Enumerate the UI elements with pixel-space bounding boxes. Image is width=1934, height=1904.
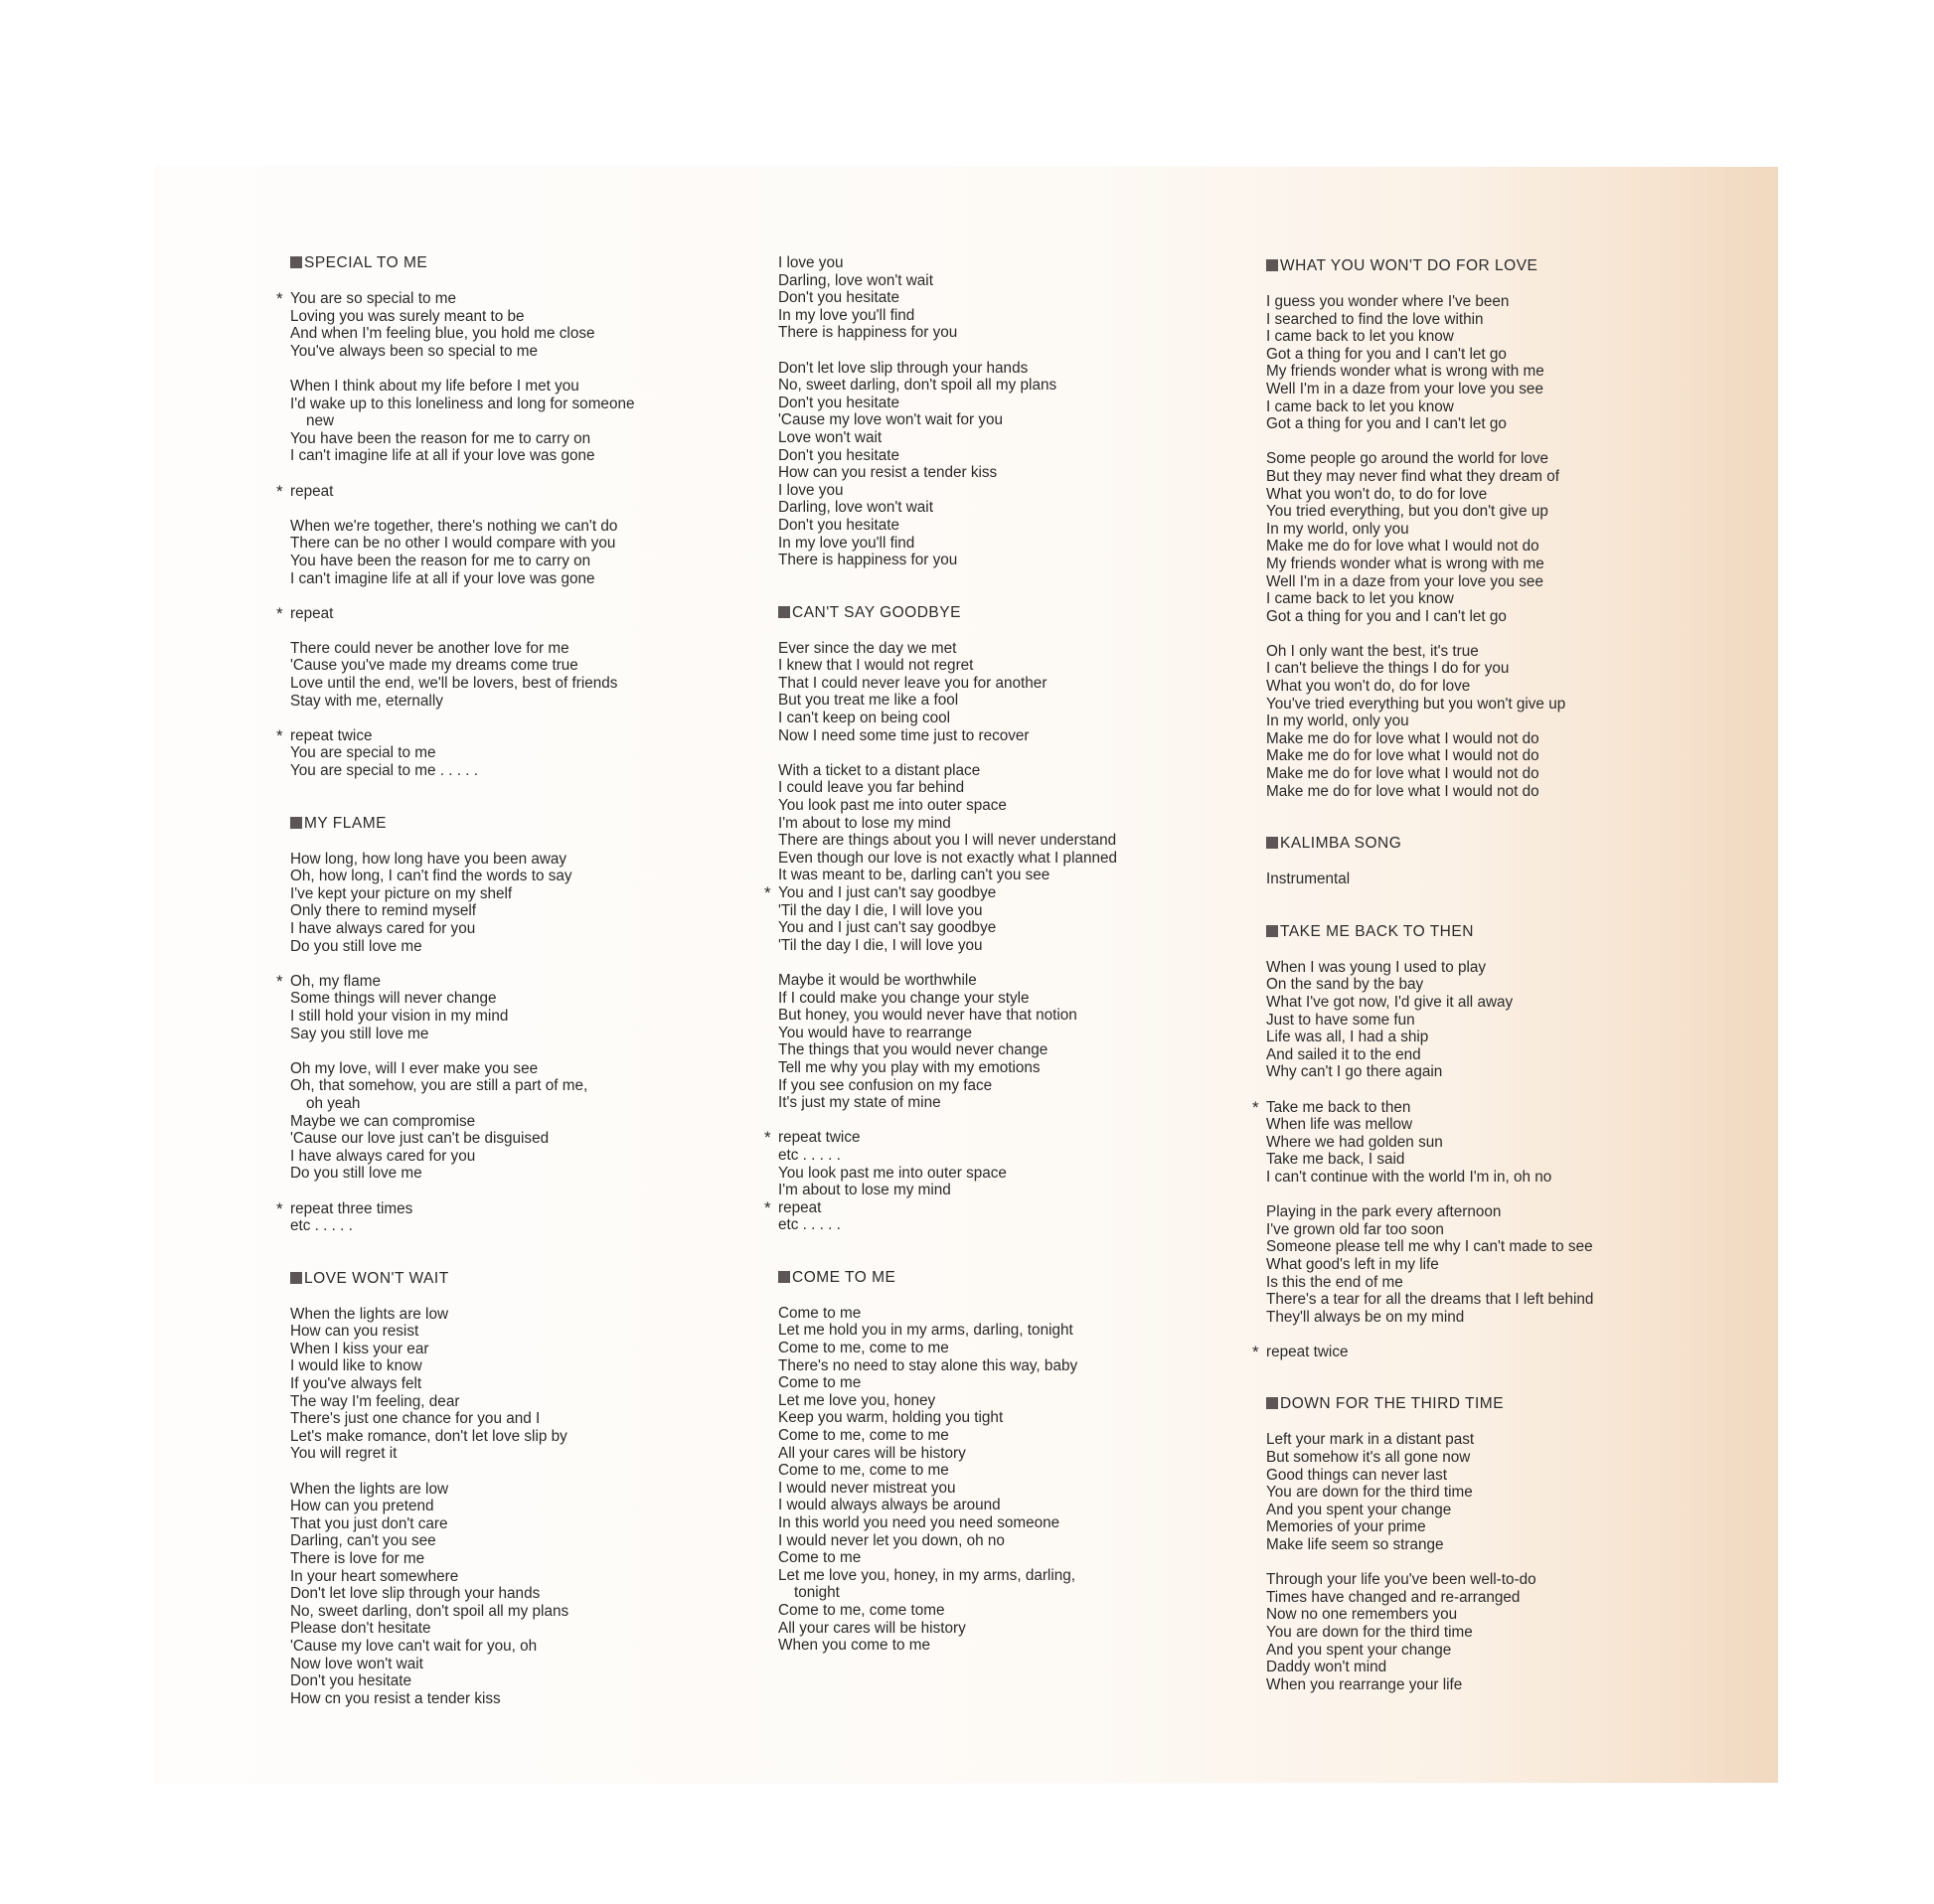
lyric-line: Good things can never last bbox=[1266, 1466, 1447, 1484]
song-title bbox=[290, 254, 634, 272]
lyric-line: Ever since the day we met bbox=[778, 639, 957, 657]
lyric-line: Don't you hesitate bbox=[778, 394, 899, 411]
column-3 bbox=[1266, 257, 1593, 1693]
lyric-line: You have been the reason for me to carry on bbox=[290, 552, 591, 569]
lyric-line: You would have to rearrange bbox=[778, 1024, 973, 1041]
lyric-line: Darling, love won't wait bbox=[778, 271, 933, 289]
lyric-line: Don't you hesitate bbox=[778, 516, 899, 534]
lyric-line: No, sweet darling, don't spoil all my plans bbox=[778, 377, 1057, 395]
lyric-line: Please don't hesitate bbox=[290, 1620, 431, 1638]
lyric-line: Love won't wait bbox=[778, 428, 883, 446]
lyric-line: I love you bbox=[778, 481, 844, 499]
lyric-line: There's just one chance for you and I bbox=[290, 1410, 541, 1428]
lyric-line-repeat-marker: * repeat twice bbox=[290, 727, 634, 745]
lyric-line: When life was mellow bbox=[1266, 1116, 1413, 1134]
lyric-line: How cn you resist a tender kiss bbox=[290, 1689, 501, 1707]
lyric-line: I came back to let you know bbox=[1266, 397, 1454, 415]
lyric-line: I guess you wonder where I've been bbox=[1266, 293, 1510, 310]
lyric-line: The way I'm feeling, dear bbox=[290, 1392, 460, 1410]
lyric-line: Loving you was surely meant to be bbox=[290, 307, 525, 325]
lyric-line: Got a thing for you and I can't let go bbox=[1266, 415, 1507, 433]
lyric-line: Come to me, come to me bbox=[778, 1462, 949, 1480]
lyric-line: oh yeah bbox=[306, 1094, 361, 1112]
lyric-line: When the lights are low bbox=[290, 1480, 448, 1498]
lyric-line-repeat-marker: * You and I just can't say goodbye bbox=[778, 884, 1117, 902]
stanza-break bbox=[778, 342, 1117, 360]
lyric-line: You tried everything, but you don't give up bbox=[1266, 503, 1548, 521]
lyric-line-repeat-marker: * Oh, my flame bbox=[290, 973, 634, 991]
lyric-line: Make me do for love what I would not do bbox=[1266, 747, 1539, 765]
lyric-line: Someone please tell me why I can't made to see bbox=[1266, 1238, 1593, 1256]
lyric-line: I can't imagine life at all if your love was gone bbox=[290, 569, 595, 587]
lyric-line: They'll always be on my mind bbox=[1266, 1308, 1465, 1326]
lyric-line: Some things will never change bbox=[290, 990, 497, 1008]
lyric-line: There's a tear for all the dreams that I left behind bbox=[1266, 1291, 1594, 1309]
lyric-line: Life was all, I had a ship bbox=[1266, 1029, 1429, 1046]
lyric-line: I can't keep on being cool bbox=[778, 710, 951, 727]
lyric-line: There can be no other I would compare with you bbox=[290, 535, 616, 553]
lyric-line: Instrumental bbox=[1266, 871, 1351, 888]
lyric-line: Got a thing for you and I can't let go bbox=[1266, 345, 1507, 363]
lyric-line: I came back to let you know bbox=[1266, 590, 1454, 608]
song-title bbox=[290, 1270, 634, 1288]
stanza-break bbox=[290, 587, 634, 605]
lyric-line: Now no one remembers you bbox=[1266, 1606, 1458, 1624]
song-title-text: LOVE WON'T WAIT bbox=[304, 1269, 449, 1287]
song-block bbox=[778, 1234, 1117, 1655]
lyric-line: You look past me into outer space bbox=[778, 1164, 1007, 1182]
lyric-line: All your cares will be history bbox=[778, 1619, 966, 1637]
stanza-break bbox=[778, 744, 1117, 762]
lyrics bbox=[1266, 959, 1593, 1361]
song-title-text: SPECIAL TO ME bbox=[304, 254, 428, 271]
song-title-text: MY FLAME bbox=[304, 814, 387, 832]
lyric-line: If you see confusion on my face bbox=[778, 1076, 993, 1094]
lyric-line: How can you resist a tender kiss bbox=[778, 464, 998, 482]
lyric-line: Love until the end, we'll be lovers, best of friends bbox=[290, 675, 618, 693]
lyric-line: If I could make you change your style bbox=[778, 989, 1030, 1007]
lyric-line: There is happiness for you bbox=[778, 324, 958, 342]
lyric-line: Well I'm in a daze from your love you see bbox=[1266, 380, 1543, 397]
song-title-text: DOWN FOR THE THIRD TIME bbox=[1280, 1395, 1505, 1413]
stanza-break bbox=[290, 1183, 634, 1200]
song-title bbox=[778, 1269, 1117, 1287]
lyric-line: You've always been so special to me bbox=[290, 342, 538, 360]
lyric-line: Even though our love is not exactly what I planned bbox=[778, 849, 1117, 867]
song-gap bbox=[1266, 888, 1593, 923]
square-bullet-icon bbox=[1266, 259, 1278, 271]
lyric-line: I love you bbox=[778, 254, 844, 271]
lyric-line: Now love won't wait bbox=[290, 1655, 423, 1672]
lyric-line: Come to me, come to me bbox=[778, 1427, 949, 1445]
lyric-line-repeat-marker: * repeat bbox=[290, 483, 634, 501]
lyric-line: On the sand by the bay bbox=[1266, 976, 1424, 994]
lyric-line: Make life seem so strange bbox=[1266, 1536, 1444, 1554]
song-block bbox=[778, 254, 1117, 569]
lyric-line: 'Cause my love won't wait for you bbox=[778, 411, 1004, 429]
song-block bbox=[290, 1235, 634, 1708]
song-gap bbox=[1266, 1360, 1593, 1395]
lyric-line: I can't believe the things I do for you bbox=[1266, 660, 1510, 678]
stanza-break bbox=[290, 955, 634, 973]
song-title-text: WHAT YOU WON'T DO FOR LOVE bbox=[1280, 257, 1538, 274]
lyric-line: Come to me, come tome bbox=[778, 1601, 945, 1619]
lyric-line: But they may never find what they dream of bbox=[1266, 467, 1560, 485]
square-bullet-icon bbox=[290, 256, 302, 268]
lyric-line: Some people go around the world for love bbox=[1266, 450, 1549, 468]
lyric-line: Come to me, come to me bbox=[778, 1340, 949, 1357]
lyric-line: My friends wonder what is wrong with me bbox=[1266, 555, 1544, 572]
song-block bbox=[1266, 800, 1593, 888]
square-bullet-icon bbox=[290, 817, 302, 829]
lyrics bbox=[778, 254, 1117, 569]
lyric-line: Come to me bbox=[778, 1374, 862, 1392]
song-block bbox=[290, 254, 634, 780]
square-bullet-icon bbox=[778, 1271, 790, 1283]
lyric-line: 'Cause you've made my dreams come true bbox=[290, 657, 578, 675]
lyric-line: With a ticket to a distant place bbox=[778, 761, 981, 779]
song-title bbox=[1266, 257, 1593, 275]
lyric-line: Come to me bbox=[778, 1549, 862, 1567]
stanza-break bbox=[290, 622, 634, 640]
lyric-line: Don't let love slip through your hands bbox=[290, 1585, 541, 1603]
lyric-line: What good's left in my life bbox=[1266, 1255, 1439, 1273]
lyric-line: Through your life you've been well-to-do bbox=[1266, 1571, 1536, 1589]
lyric-line: etc . . . . . bbox=[290, 1217, 353, 1235]
lyric-line: It was meant to be, darling can't you see bbox=[778, 867, 1050, 884]
stanza-break bbox=[1266, 1554, 1593, 1572]
lyric-line: When I was young I used to play bbox=[1266, 958, 1487, 976]
lyric-line: But honey, you would never have that notion bbox=[778, 1007, 1077, 1025]
square-bullet-icon bbox=[290, 1272, 302, 1284]
lyric-line: Don't you hesitate bbox=[290, 1672, 411, 1690]
lyric-line: I came back to let you know bbox=[1266, 328, 1454, 346]
lyric-line: That I could never leave you for another bbox=[778, 674, 1048, 692]
song-title-text: CAN'T SAY GOODBYE bbox=[792, 603, 961, 621]
lyric-line: Let me love you, honey, in my arms, darling, bbox=[778, 1566, 1075, 1584]
lyric-line: Oh I only want the best, it's true bbox=[1266, 642, 1479, 660]
lyric-line: Just to have some fun bbox=[1266, 1011, 1415, 1029]
lyric-line: Make me do for love what I would not do bbox=[1266, 729, 1539, 747]
lyric-line: Is this the end of me bbox=[1266, 1273, 1403, 1291]
song-title bbox=[1266, 835, 1593, 853]
lyric-line: etc . . . . . bbox=[778, 1216, 841, 1234]
lyric-line-repeat-marker: * repeat bbox=[290, 605, 634, 623]
lyric-line: Tell me why you play with my emotions bbox=[778, 1058, 1041, 1076]
lyric-line: new bbox=[306, 412, 335, 430]
lyric-line: Now I need some time just to recover bbox=[778, 726, 1030, 744]
song-title-text: TAKE ME BACK TO THEN bbox=[1280, 922, 1474, 940]
lyric-line: I searched to find the love within bbox=[1266, 310, 1484, 328]
lyric-line: No, sweet darling, don't spoil all my plans bbox=[290, 1602, 569, 1620]
lyric-line: And when I'm feeling blue, you hold me close bbox=[290, 325, 595, 343]
stanza-break bbox=[1266, 433, 1593, 451]
lyric-line: I'd wake up to this loneliness and long for someone bbox=[290, 395, 635, 412]
lyric-line: I would never mistreat you bbox=[778, 1479, 956, 1497]
square-bullet-icon bbox=[778, 606, 790, 618]
lyric-line: In this world you need you need someone bbox=[778, 1514, 1060, 1531]
lyric-line: But you treat me like a fool bbox=[778, 692, 959, 710]
stanza-break bbox=[778, 954, 1117, 972]
lyric-line: Make me do for love what I would not do bbox=[1266, 765, 1539, 783]
lyric-line: I can't imagine life at all if your love was gone bbox=[290, 447, 595, 465]
lyric-line: You've tried everything but you won't give up bbox=[1266, 695, 1566, 713]
lyric-line: Let me hold you in my arms, darling, tonight bbox=[778, 1322, 1073, 1340]
lyric-line: Oh, how long, I can't find the words to say bbox=[290, 868, 572, 885]
lyric-line: In my love you'll find bbox=[778, 534, 915, 552]
lyric-line: I would always always be around bbox=[778, 1497, 1001, 1514]
square-bullet-icon bbox=[1266, 1397, 1278, 1409]
stanza-break bbox=[290, 360, 634, 378]
lyric-line: Come to me bbox=[778, 1304, 862, 1322]
lyric-line: When you rearrange your life bbox=[1266, 1675, 1463, 1693]
lyric-line: I've kept your picture on my shelf bbox=[290, 884, 513, 902]
stanza-break bbox=[1266, 1187, 1593, 1204]
lyric-line: What you won't do, do for love bbox=[1266, 678, 1471, 696]
lyric-line: I knew that I would not regret bbox=[778, 657, 974, 675]
lyric-line-repeat-marker: * repeat twice bbox=[1266, 1344, 1593, 1361]
lyric-line: Maybe it would be worthwhile bbox=[778, 971, 977, 989]
lyric-line: Got a thing for you and I can't let go bbox=[1266, 607, 1507, 625]
song-gap bbox=[290, 780, 634, 815]
column-1 bbox=[290, 254, 634, 1707]
stanza-break bbox=[290, 1463, 634, 1481]
lyric-line: You are special to me . . . . . bbox=[290, 762, 479, 780]
lyric-line: Playing in the park every afternoon bbox=[1266, 1203, 1502, 1221]
lyric-line: Darling, love won't wait bbox=[778, 499, 933, 517]
lyric-line: I could leave you far behind bbox=[778, 779, 965, 797]
lyric-line: The things that you would never change bbox=[778, 1041, 1048, 1059]
lyric-line: I would like to know bbox=[290, 1357, 422, 1375]
stanza-break bbox=[1266, 1081, 1593, 1099]
lyric-line: Oh, that somehow, you are still a part of me, bbox=[290, 1077, 588, 1095]
lyric-line: I have always cared for you bbox=[290, 920, 476, 937]
lyric-line: And you spent your change bbox=[1266, 1641, 1452, 1659]
lyric-line: I can't continue with the world I'm in, oh no bbox=[1266, 1168, 1552, 1186]
lyric-line: In your heart somewhere bbox=[290, 1567, 459, 1585]
song-gap bbox=[778, 569, 1117, 604]
lyric-line: Let's make romance, don't let love slip by bbox=[290, 1427, 567, 1445]
song-block bbox=[1266, 888, 1593, 1361]
lyric-line: Don't you hesitate bbox=[778, 446, 899, 464]
lyric-line: There could never be another love for me bbox=[290, 639, 569, 657]
lyric-line-repeat-marker: * repeat twice bbox=[778, 1129, 1117, 1147]
lyric-line: In my love you'll find bbox=[778, 306, 915, 324]
lyric-line: That you just don't care bbox=[290, 1514, 448, 1532]
lyric-line: 'Til the day I die, I will love you bbox=[778, 936, 983, 954]
lyric-line: And you spent your change bbox=[1266, 1501, 1452, 1518]
lyric-line: Oh my love, will I ever make you see bbox=[290, 1059, 539, 1077]
lyric-line: etc . . . . . bbox=[778, 1146, 841, 1164]
lyric-line: When we're together, there's nothing we can't do bbox=[290, 517, 618, 535]
song-block bbox=[290, 780, 634, 1235]
stanza-break bbox=[778, 1112, 1117, 1130]
lyric-line: You have been the reason for me to carry on bbox=[290, 429, 591, 447]
lyric-line: Do you still love me bbox=[290, 937, 422, 955]
lyric-line: What I've got now, I'd give it all away bbox=[1266, 994, 1514, 1011]
lyric-line: You are down for the third time bbox=[1266, 1484, 1473, 1502]
stanza-break bbox=[1266, 625, 1593, 643]
lyric-line: Stay with me, eternally bbox=[290, 692, 443, 710]
square-bullet-icon bbox=[1266, 837, 1278, 849]
lyric-line: I have always cared for you bbox=[290, 1147, 476, 1165]
lyric-line: What you won't do, to do for love bbox=[1266, 485, 1488, 503]
lyric-line: tonight bbox=[794, 1584, 840, 1602]
lyric-line: When you come to me bbox=[778, 1637, 931, 1655]
lyric-line: Memories of your prime bbox=[1266, 1518, 1426, 1536]
song-gap bbox=[778, 1234, 1117, 1269]
lyric-line: Where we had golden sun bbox=[1266, 1133, 1443, 1151]
stanza-break bbox=[290, 1042, 634, 1060]
lyric-line: There is happiness for you bbox=[778, 552, 958, 569]
lyric-line: Daddy won't mind bbox=[1266, 1659, 1387, 1676]
lyric-line: There is love for me bbox=[290, 1550, 425, 1567]
lyric-line: You are special to me bbox=[290, 744, 436, 762]
lyrics bbox=[1266, 1431, 1593, 1693]
lyric-line: Left your mark in a distant past bbox=[1266, 1431, 1475, 1449]
lyric-line: You look past me into outer space bbox=[778, 797, 1007, 815]
lyrics bbox=[778, 1305, 1117, 1655]
stanza-break bbox=[290, 710, 634, 727]
song-title bbox=[778, 604, 1117, 622]
lyric-line: My friends wonder what is wrong with me bbox=[1266, 363, 1544, 381]
song-title bbox=[290, 815, 634, 833]
lyric-line: Well I'm in a daze from your love you see bbox=[1266, 572, 1543, 590]
lyric-line: How long, how long have you been away bbox=[290, 850, 567, 868]
stanza-break bbox=[1266, 1326, 1593, 1344]
lyric-line: Maybe we can compromise bbox=[290, 1112, 476, 1130]
lyric-line: I'm about to lose my mind bbox=[778, 1182, 951, 1199]
lyric-line: Say you still love me bbox=[290, 1025, 429, 1042]
song-gap bbox=[1266, 800, 1593, 835]
lyric-line: It's just my state of mine bbox=[778, 1094, 941, 1112]
column-2 bbox=[778, 254, 1117, 1655]
lyric-line: And sailed it to the end bbox=[1266, 1045, 1421, 1063]
lyric-line: Take me back, I said bbox=[1266, 1151, 1405, 1169]
lyric-line: In my world, only you bbox=[1266, 713, 1409, 730]
square-bullet-icon bbox=[1266, 925, 1278, 937]
lyric-line: Why can't I go there again bbox=[1266, 1063, 1443, 1081]
lyrics bbox=[290, 1306, 634, 1708]
lyric-line: 'Cause my love can't wait for you, oh bbox=[290, 1637, 538, 1655]
lyric-line: Do you still love me bbox=[290, 1165, 422, 1183]
lyric-line: 'Til the day I die, I will love you bbox=[778, 901, 983, 919]
lyric-line: Only there to remind myself bbox=[290, 902, 477, 920]
lyric-line: In my world, only you bbox=[1266, 520, 1409, 538]
song-title-text: KALIMBA SONG bbox=[1280, 835, 1402, 853]
lyric-line: Times have changed and re-arranged bbox=[1266, 1588, 1521, 1606]
lyric-line: All your cares will be history bbox=[778, 1444, 966, 1462]
song-block bbox=[778, 569, 1117, 1234]
lyric-line: Don't let love slip through your hands bbox=[778, 359, 1029, 377]
lyric-line: I've grown old far too soon bbox=[1266, 1220, 1444, 1238]
lyric-line: Let me love you, honey bbox=[778, 1391, 936, 1409]
lyric-line: If you've always felt bbox=[290, 1375, 422, 1393]
lyric-line: You are down for the third time bbox=[1266, 1624, 1473, 1641]
lyric-line: How can you resist bbox=[290, 1323, 419, 1341]
lyric-line: When I think about my life before I met you bbox=[290, 377, 579, 395]
lyrics bbox=[290, 851, 634, 1235]
lyric-line-repeat-marker: * repeat bbox=[778, 1199, 1117, 1217]
lyric-line: I would never let you down, oh no bbox=[778, 1531, 1005, 1549]
lyric-line: I still hold your vision in my mind bbox=[290, 1007, 509, 1025]
lyric-line: You and I just can't say goodbye bbox=[778, 919, 997, 937]
song-title-text: COME TO ME bbox=[792, 1268, 896, 1286]
lyric-line: Make me do for love what I would not do bbox=[1266, 538, 1539, 555]
lyric-line: But somehow it's all gone now bbox=[1266, 1449, 1471, 1467]
song-title bbox=[1266, 923, 1593, 941]
song-block bbox=[1266, 1360, 1593, 1693]
lyrics bbox=[1266, 871, 1593, 888]
song-block bbox=[1266, 257, 1593, 800]
song-title bbox=[1266, 1395, 1593, 1413]
lyric-line: When the lights are low bbox=[290, 1305, 448, 1323]
lyric-line: I'm about to lose my mind bbox=[778, 814, 951, 832]
lyric-line: Make me do for love what I would not do bbox=[1266, 782, 1539, 800]
lyric-line: Darling, can't you see bbox=[290, 1532, 436, 1550]
stanza-break bbox=[290, 465, 634, 483]
lyric-line: You will regret it bbox=[290, 1445, 398, 1463]
lyrics bbox=[290, 290, 634, 780]
lyrics bbox=[1266, 293, 1593, 800]
lyric-line: Keep you warm, holding you tight bbox=[778, 1409, 1004, 1427]
lyric-line: Don't you hesitate bbox=[778, 289, 899, 307]
lyrics bbox=[778, 640, 1117, 1234]
lyric-line: There are things about you I will never understand bbox=[778, 832, 1117, 850]
lyric-line-repeat-marker: * repeat three times bbox=[290, 1200, 634, 1218]
stanza-break bbox=[290, 500, 634, 518]
song-gap bbox=[290, 1235, 634, 1270]
lyric-line: There's no need to stay alone this way, baby bbox=[778, 1356, 1078, 1374]
lyric-line: 'Cause our love just can't be disguised bbox=[290, 1130, 550, 1148]
lyric-line: When I kiss your ear bbox=[290, 1340, 429, 1357]
lyric-line: How can you pretend bbox=[290, 1498, 434, 1515]
lyric-line-repeat-marker: * You are so special to me bbox=[290, 290, 634, 308]
lyric-line-repeat-marker: * Take me back to then bbox=[1266, 1099, 1593, 1117]
